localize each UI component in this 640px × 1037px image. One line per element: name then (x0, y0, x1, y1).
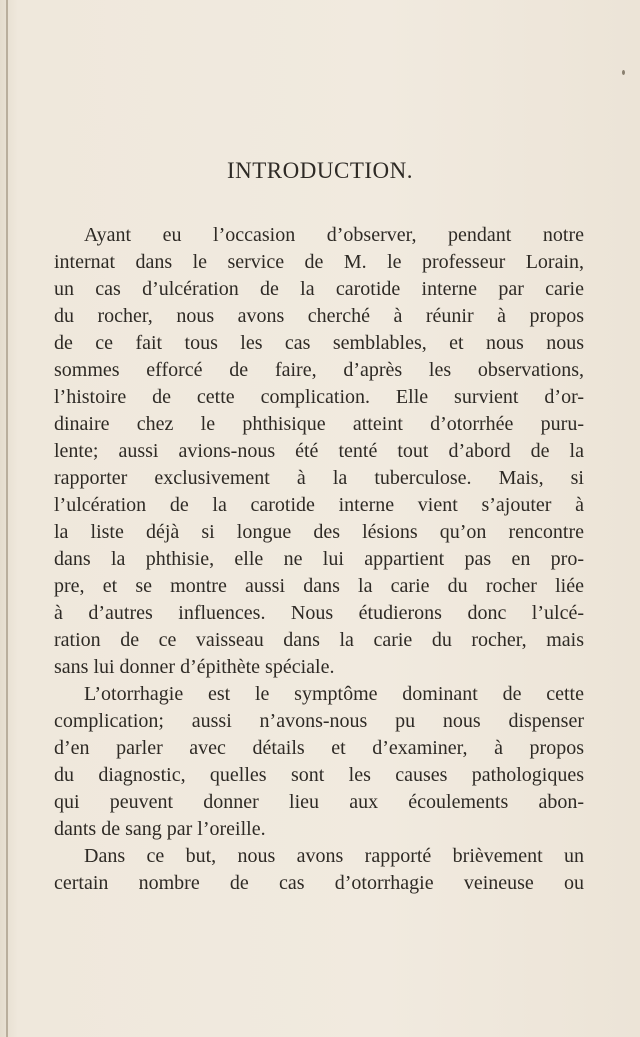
text-line: Dans ce but, nous avons rapporté brièvement un (84, 845, 584, 867)
text-line: un cas d’ulcération de la carotide interne par carie (54, 278, 584, 300)
text-line: qui peuvent donner lieu aux écoulements abon- (54, 791, 584, 813)
text-line: certain nombre de cas d’otorrhagie veineuse ou (54, 872, 584, 894)
paragraph-2 (54, 681, 584, 843)
text-line: sommes efforcé de faire, d’après les observations, (54, 359, 584, 381)
text-line: pre, et se montre aussi dans la carie du rocher liée (54, 575, 584, 597)
text-line: d’en parler avec détails et d’examiner, à propos (54, 737, 584, 759)
text-line: dans la phthisie, elle ne lui appartient pas en pro- (54, 548, 584, 570)
text-line: complication; aussi n’avons-nous pu nous dispenser (54, 710, 584, 732)
body-text (54, 222, 584, 897)
text-line: sans lui donner d’épithète spéciale. (54, 656, 335, 678)
text-line: du diagnostic, quelles sont les causes pathologiques (54, 764, 584, 786)
text-line: à d’autres influences. Nous étudierons donc l’ulcé- (54, 602, 584, 624)
paragraph-3 (54, 843, 584, 897)
text-line: la liste déjà si longue des lésions qu’on rencontre (54, 521, 584, 543)
text-line: l’ulcération de la carotide interne vient s’ajouter à (54, 494, 584, 516)
text-line: L’otorrhagie est le symptôme dominant de cette (84, 683, 584, 705)
text-line: ration de ce vaisseau dans la carie du rocher, mais (54, 629, 584, 651)
page-heading: INTRODUCTION. (226, 158, 413, 183)
text-line: l’histoire de cette complication. Elle survient d’or- (54, 386, 584, 408)
text-line: dinaire chez le phthisique atteint d’otorrhée puru- (54, 413, 584, 435)
text-line: rapporter exclusivement à la tuberculose. Mais, si (54, 467, 584, 489)
text-line: lente; aussi avions-nous été tenté tout d’abord de la (54, 440, 584, 462)
paragraph-1 (54, 222, 584, 681)
text-line: dants de sang par l’oreille. (54, 818, 266, 840)
binding-edge (6, 0, 8, 1037)
text-line: du rocher, nous avons cherché à réunir à propos (54, 305, 584, 327)
text-line: internat dans le service de M. le professeur Lorain, (54, 251, 584, 273)
text-line: de ce fait tous les cas semblables, et nous nous (54, 332, 584, 354)
text-line: Ayant eu l’occasion d’observer, pendant notre (84, 224, 584, 246)
paper-speck (622, 70, 625, 75)
